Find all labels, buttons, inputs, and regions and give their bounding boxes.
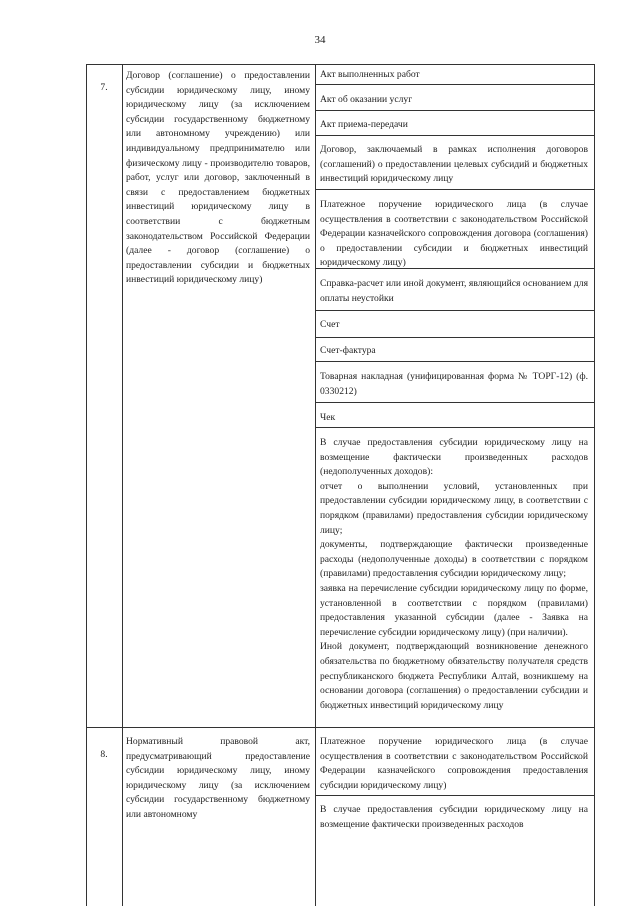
paragraph: В случае предоставления субсидии юридическому лицу на возмещение фактически произведенных расходов (недополученных доходов): xyxy=(320,437,588,478)
paragraph: документы, подтверждающие фактически произведенные расходы (недополученные доходы) в соответствии с порядком (правилами) предоставления субсидии юридическому лицу; xyxy=(320,539,588,580)
document-item: Акт приема-передачи xyxy=(320,119,408,130)
page-number: 34 xyxy=(314,34,326,46)
paragraph: заявка на перечисление субсидии юридическому лицу по форме, установленной в соответствии с порядком (правилами) предоставления указанной субсидии (далее - Заявка на перечисление субсидии юридическому лицу) (при наличии). xyxy=(320,582,588,638)
row-basis: Нормативный правовой акт, предусматривающий предоставление субсидии юридическому лицу, иному юридическому лицу (за исключением субсидии государственному бюджетному или автономному xyxy=(126,736,310,820)
paragraph: Иной документ, подтверждающий возникновение денежного обязательства по бюджетному обязательству получателя средств республиканского бюджета Республики Алтай, возникшему на основании договора (соглашения) о предоставлении субсидии и бюджетных инвестиций юридическому лицу xyxy=(320,641,588,711)
document-item: В случае предоставления субсидии юридическому лицу на возмещение фактически произведенных расходов xyxy=(320,804,588,830)
document-item: Платежное поручение юридического лица (в случае осуществления в соответствии с законодательством Российской Федерации казначейского сопровождения предоставления субсидии юридическому лицу) xyxy=(320,736,588,791)
documents-table xyxy=(86,64,595,906)
document-item: Счет xyxy=(320,319,340,330)
document-item: Товарная накладная (унифицированная форма № ТОРГ-12) (ф. 0330212) xyxy=(320,371,588,397)
document-item: Акт выполненных работ xyxy=(320,69,420,80)
column-divider xyxy=(122,65,123,906)
document-item: Чек xyxy=(320,412,336,423)
row-number: 7. xyxy=(100,82,108,93)
document-item: Платежное поручение юридического лица (в случае осуществления в соответствии с законодательством Российской Федерации казначейского сопровождения договора (соглашения) о предоставлении субсидии и бюджетных инвестиций юридическому лицу) xyxy=(320,199,588,269)
paragraph: отчет о выполнении условий, установленных при предоставлении субсидии юридическому лицу, в соответствии с порядком (правилами) предоставления субсидии юридическому лицу; xyxy=(320,480,588,536)
document-item: Договор, заключаемый в рамках исполнения договоров (соглашений) о предоставлении целевых субсидий и бюджетных инвестиций юридическому лицу xyxy=(320,144,588,185)
document-item-reimbursement xyxy=(320,436,588,713)
document-item: Справка-расчет или иной документ, являющийся основанием для оплаты неустойки xyxy=(320,278,588,304)
document-item: Счет-фактура xyxy=(320,345,376,356)
row-number: 8. xyxy=(100,749,108,760)
document-item: Акт об оказании услуг xyxy=(320,94,413,105)
row-basis: Договор (соглашение) о предоставлении субсидии юридическому лицу, иному юридическому лицу (за исключением субсидии государственному бюджетному или автономному учреждению) или индивидуальному предпринимателю или физическому лицу - производителю товаров, работ, услуг или договор, заключенный в связи с предоставлением бюджетных инвестиций юридическому лицу в соответствии с бюджетным законодательством Российской Федерации (далее - договор (соглашение) о предоставлении субсидии и бюджетных инвестиций юридическому лицу) xyxy=(126,70,310,286)
column-divider xyxy=(315,65,316,906)
